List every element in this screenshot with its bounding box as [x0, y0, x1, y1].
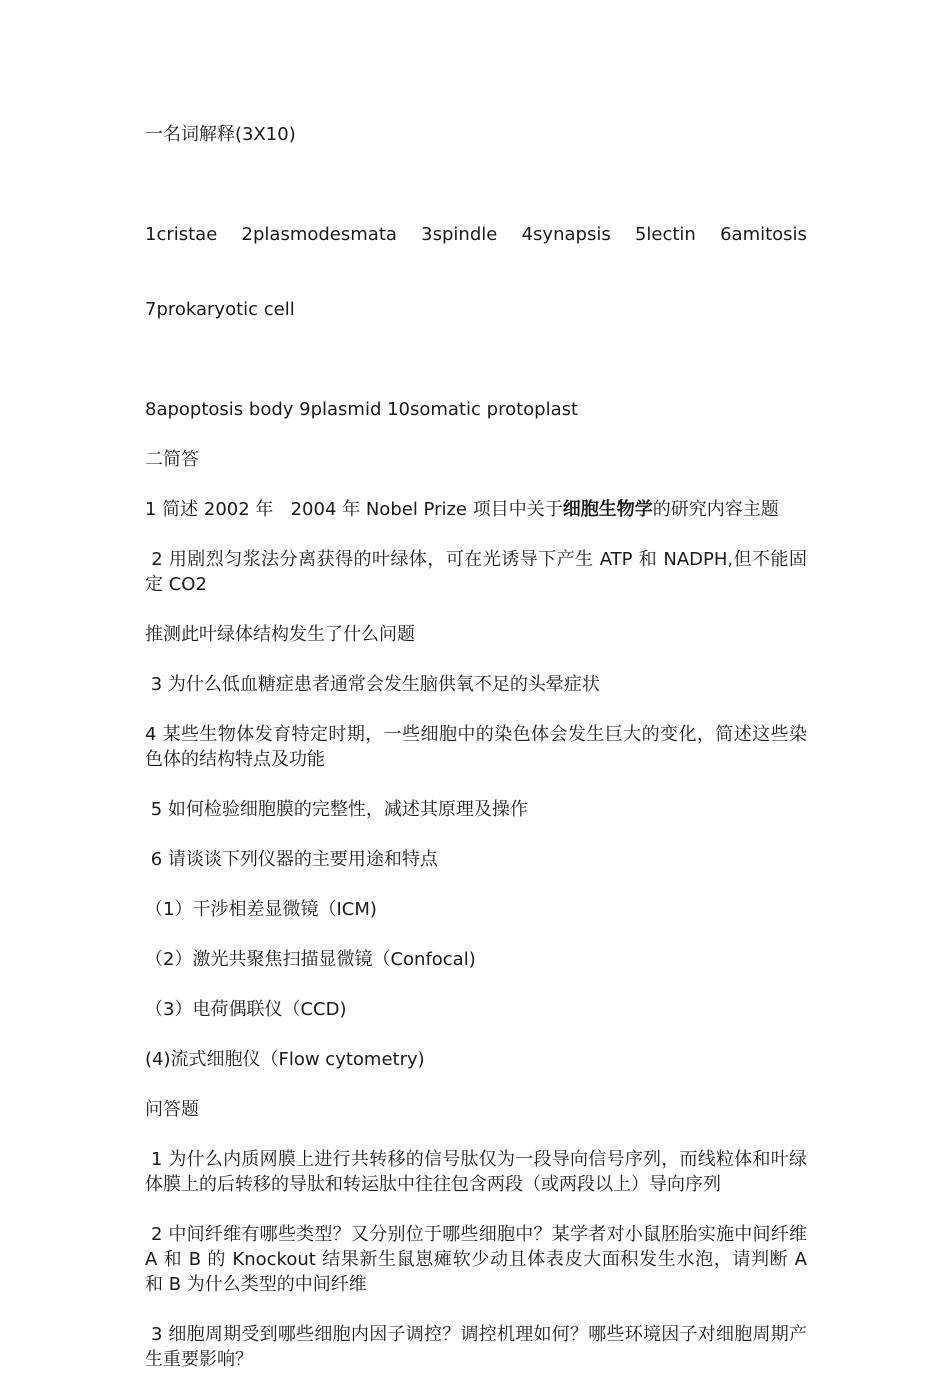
- short-answer-q2: 2 用剧烈匀浆法分离获得的叶绿体，可在光诱导下产生 ATP 和 NADPH,但不能固定 CO2: [145, 549, 807, 595]
- instrument-item-2: （2）激光共聚焦扫描显微镜（Confocal): [145, 949, 476, 970]
- short-answer-q4: 4 某些生物体发育特定时期，一些细胞中的染色体会发生巨大的变化，简述这些染色体的结构特点及功能: [145, 724, 807, 770]
- term-5: 5lectin: [634, 224, 696, 245]
- short-answer-q2b: 推测此叶绿体结构发生了什么问题: [145, 624, 415, 645]
- q1-text-bold: 细胞生物学: [562, 499, 653, 520]
- term-2: 2plasmodesmata: [241, 224, 397, 245]
- term-6: 6amitosis: [720, 224, 807, 245]
- essay-q2: 2 中间纤维有哪些类型？又分别位于哪些细胞中？某学者对小鼠胚胎实施中间纤维 A 和 B 的 Knockout 结果新生鼠崽瘫软少动且体表皮大面积发生水泡，请判断 A 和 B 为什么类型的中间纤维: [145, 1224, 813, 1295]
- term-1: 1cristae: [145, 224, 218, 245]
- instrument-item-3: （3）电荷偶联仪（CCD): [145, 999, 347, 1020]
- short-answer-q1: [145, 497, 807, 522]
- section1-title: 一名词解释(3X10): [145, 124, 296, 145]
- term-3: 3spindle: [421, 224, 498, 245]
- terms-line-2: 8apoptosis body 9plasmid 10somatic protoplast: [145, 399, 579, 420]
- q1-text-post: 的研究内容主题: [652, 499, 779, 520]
- document-page: [145, 122, 813, 1397]
- short-answer-q5: 5 如何检验细胞膜的完整性，减述其原理及操作: [145, 799, 528, 820]
- essay-q1: 1 为什么内质网膜上进行共转移的信号肽仅为一段导向信号序列，而线粒体和叶绿体膜上的后转移的导肽和转运肽中往往包含两段（或两段以上）导向序列: [145, 1149, 807, 1195]
- term-7: 7prokaryotic cell: [145, 299, 295, 320]
- short-answer-q3: 3 为什么低血糖症患者通常会发生脑供氧不足的头晕症状: [145, 674, 600, 695]
- terms-line-1: [145, 222, 807, 247]
- q1-text-pre: 1 简述 2002 年 2004 年 Nobel Prize 项目中关于: [145, 499, 563, 520]
- term-4: 4synapsis: [521, 224, 611, 245]
- terms-block: [145, 172, 807, 372]
- instrument-item-4: (4)流式细胞仪（Flow cytometry): [145, 1049, 425, 1070]
- section2-title: 二简答: [145, 449, 199, 470]
- instrument-item-1: （1）干涉相差显微镜（ICM): [145, 899, 377, 920]
- essay-q3: 3 细胞周期受到哪些细胞内因子调控？调控机理如何？哪些环境因子对细胞周期产生重要影响？: [145, 1324, 807, 1370]
- short-answer-q6: 6 请谈谈下列仪器的主要用途和特点: [145, 849, 438, 870]
- section3-title: 问答题: [145, 1099, 199, 1120]
